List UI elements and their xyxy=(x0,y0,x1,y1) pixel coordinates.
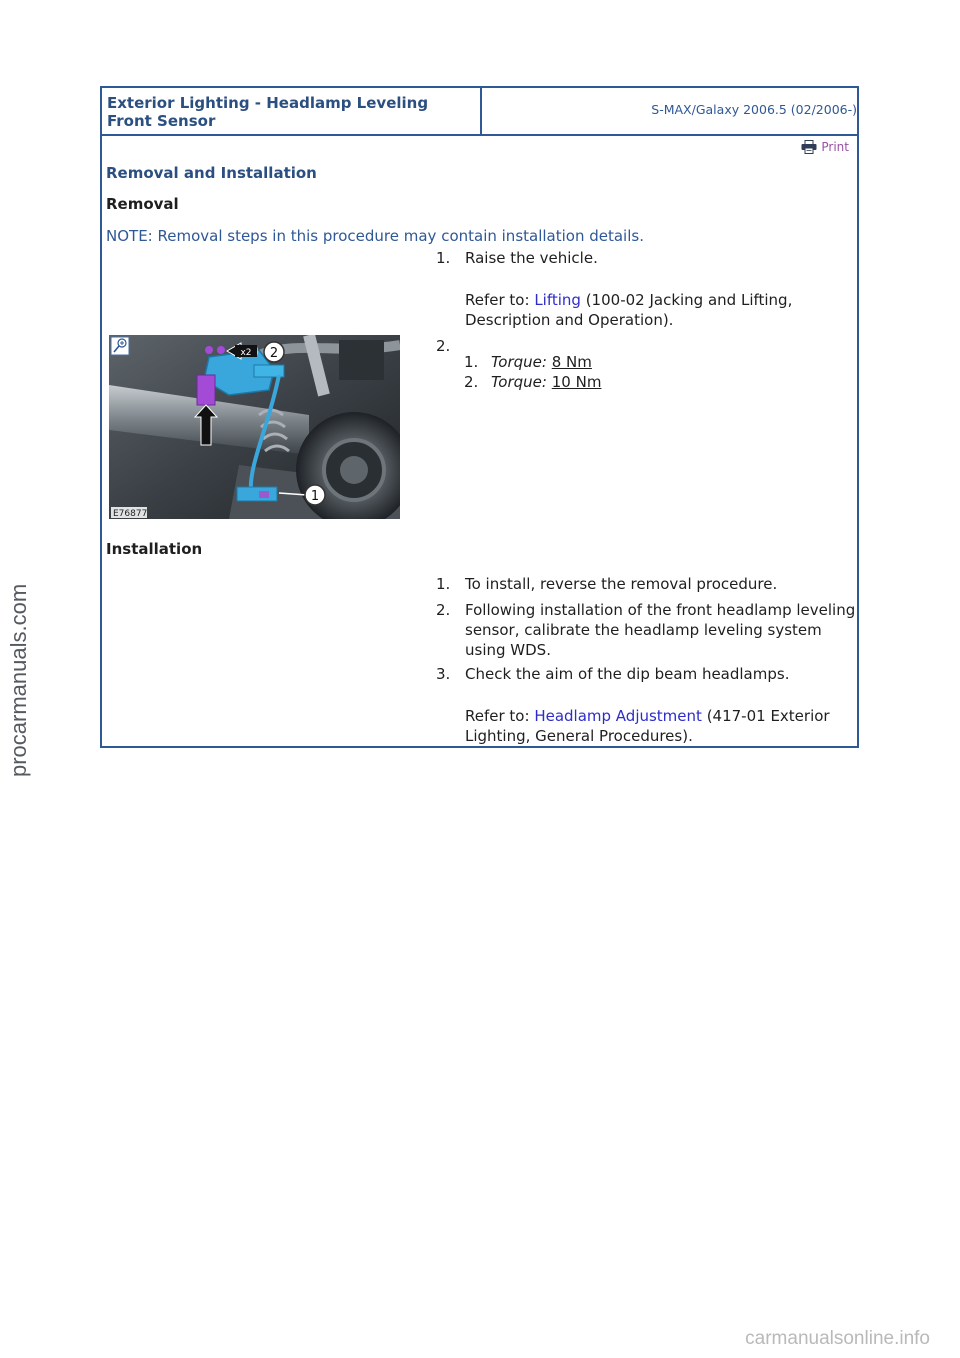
document-title: Exterior Lighting - Headlamp Leveling Front Sensor xyxy=(107,94,429,130)
side-watermark: procarmanuals.com xyxy=(6,583,31,777)
header-divider xyxy=(480,88,482,134)
step-number: 2. xyxy=(436,601,451,619)
installation-heading: Installation xyxy=(106,540,203,558)
torque-value: 10 Nm xyxy=(551,373,602,391)
removal-heading: Removal xyxy=(106,195,179,213)
step-text: To install, reverse the removal procedure. xyxy=(465,575,778,593)
step-number: 1. xyxy=(436,249,451,267)
torque-label: Torque: xyxy=(491,373,547,391)
step-text: Raise the vehicle. xyxy=(465,249,598,267)
print-label: Print xyxy=(821,140,849,154)
zoom-in-icon[interactable] xyxy=(111,337,129,355)
figure-illustration xyxy=(109,335,400,519)
removal-note: NOTE: Removal steps in this procedure may contain installation details. xyxy=(106,227,644,245)
figure-multiplier: x2 xyxy=(240,348,252,358)
bottom-watermark: carmanualsonline.info xyxy=(745,1328,930,1349)
step-number: 1. xyxy=(436,575,451,593)
lifting-link[interactable]: Lifting xyxy=(534,291,581,309)
procedure-figure[interactable] xyxy=(109,335,400,519)
sub-step-number: 2. xyxy=(464,373,479,391)
sub-step-number: 1. xyxy=(464,353,479,371)
refer-prefix: Refer to: xyxy=(465,707,535,725)
document-header xyxy=(102,88,857,136)
step-text: Following installation of the front headlamp leveling sensor, calibrate the headlamp leveling system using WDS. xyxy=(465,601,856,659)
callout-2: 2 xyxy=(269,346,279,361)
model-info: S-MAX/Galaxy 2006.5 (02/2006-) xyxy=(651,102,857,117)
refer-suffix: (417-01 Exterior Lighting, General Procedures). xyxy=(465,707,830,745)
step-text: Check the aim of the dip beam headlamps. xyxy=(465,665,790,683)
printer-icon xyxy=(801,140,817,154)
torque-label: Torque: xyxy=(491,353,547,371)
main-heading: Removal and Installation xyxy=(106,164,317,182)
refer-suffix: (100-02 Jacking and Lifting, Description and Operation). xyxy=(465,291,793,329)
document-frame xyxy=(100,86,859,748)
installation-refer xyxy=(465,706,860,746)
figure-code: E76877 xyxy=(113,509,148,519)
headlamp-adjustment-link[interactable]: Headlamp Adjustment xyxy=(534,707,702,725)
torque-value: 8 Nm xyxy=(551,353,592,371)
step-number: 3. xyxy=(436,665,451,683)
callout-1: 1 xyxy=(310,489,320,504)
refer-prefix: Refer to: xyxy=(465,291,535,309)
print-button[interactable] xyxy=(801,140,849,154)
removal-refer xyxy=(465,290,860,330)
step-number: 2. xyxy=(436,337,451,355)
